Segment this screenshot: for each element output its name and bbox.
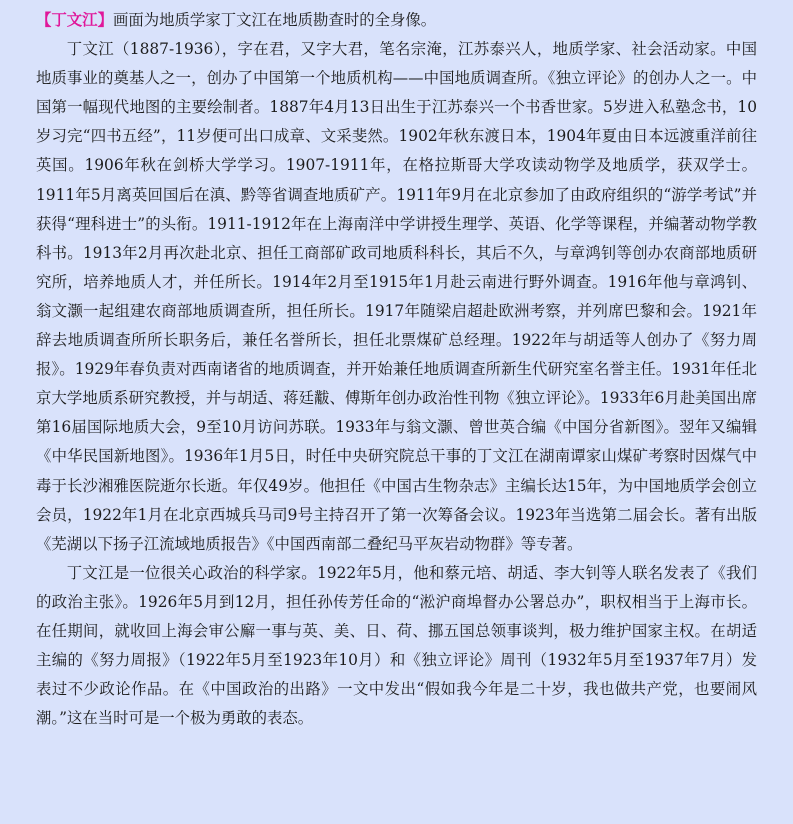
caption-text: 画面为地质学家丁文江在地质勘查时的全身像。 (112, 11, 437, 29)
caption-tag: 【丁文江】 (36, 11, 113, 29)
figure-caption (36, 6, 757, 35)
politics-paragraph: 丁文江是一位很关心政治的科学家。1922年5月，他和蔡元培、胡适、李大钊等人联名发表了《我们的政治主张》。1926年5月到12月，担任孙传芳任命的“淞沪商埠督办公署总办”，职权相当于上海市长。在任期间，就收回上海会审公廨一事与英、美、日、荷、挪五国总领事谈判，极力维护国家主权。在胡适主编的《努力周报》（1922年5月至1923年10月）和《独立评论》周刊（1932年5月至1937年7月）发表过不少政论作品。在《中国政治的出路》一文中发出“假如我今年是二十岁，我也做共产党，也要闹风潮。”这在当时可是一个极为勇敢的表态。 (36, 563, 757, 728)
biography-paragraph: 丁文江（1887-1936），字在君，又字大君，笔名宗淹，江苏泰兴人，地质学家、社会活动家。中国地质事业的奠基人之一，创办了中国第一个地质机构——中国地质调查所。《独立评论》的创办人之一。中国第一幅现代地图的主要绘制者。1887年4月13日出生于江苏泰兴一个书香世家。5岁进入私塾念书，10岁习完“四书五经”，11岁便可出口成章、文采斐然。1902年秋东渡日本，1904年夏由日本远渡重洋前往英国。1906年秋在剑桥大学学习。1907-1911年，在格拉斯哥大学攻读动物学及地质学，获双学士。1911年5月离英回国后在滇、黔等省调查地质矿产。1911年9月在北京参加了由政府组织的“游学考试”并获得“理科进士”的头衔。1911-1912年在上海南洋中学讲授生理学、英语、化学等课程，并编著动物学教科书。1913年2月再次赴北京、担任工商部矿政司地质科科长，其后不久，与章鸿钊等创办农商部地质研究所，培养地质人才，并任所长。1914年2月至1915年1月赴云南进行野外调查。1916年他与章鸿钊、翁文灏一起组建农商部地质调查所，担任所长。1917年随梁启超赴欧洲考察，并列席巴黎和会。1921年辞去地质调查所所长职务后，兼任名誉所长，担任北票煤矿总经理。1922年与胡适等人创办了《努力周报》。1929年春负责对西南诸省的地质调查，并开始兼任地质调查所新生代研究室名誉主任。1931年任北京大学地质系研究教授，并与胡适、蒋廷黻、傅斯年创办政治性刊物《独立评论》。1933年6月赴美国出席第16届国际地质大会，9至10月访问苏联。1933年与翁文灏、曾世英合编《中国分省新图》。翌年又编辑《中华民国新地图》。1936年1月5日，时任中央研究院总干事的丁文江在湖南谭家山煤矿考察时因煤气中毒于长沙湘雅医院逝尔长逝。年仅49岁。他担任《中国古生物杂志》主编长达15年，为中国地质学会创立会员，1922年1月在北京西城兵马司9号主持召开了第一次筹备会议。1923年当选第二届会长。著有出版《芜湖以下扬子江流域地质报告》《中国西南部二叠纪马平灰岩动物群》等专著。 (36, 40, 757, 553)
